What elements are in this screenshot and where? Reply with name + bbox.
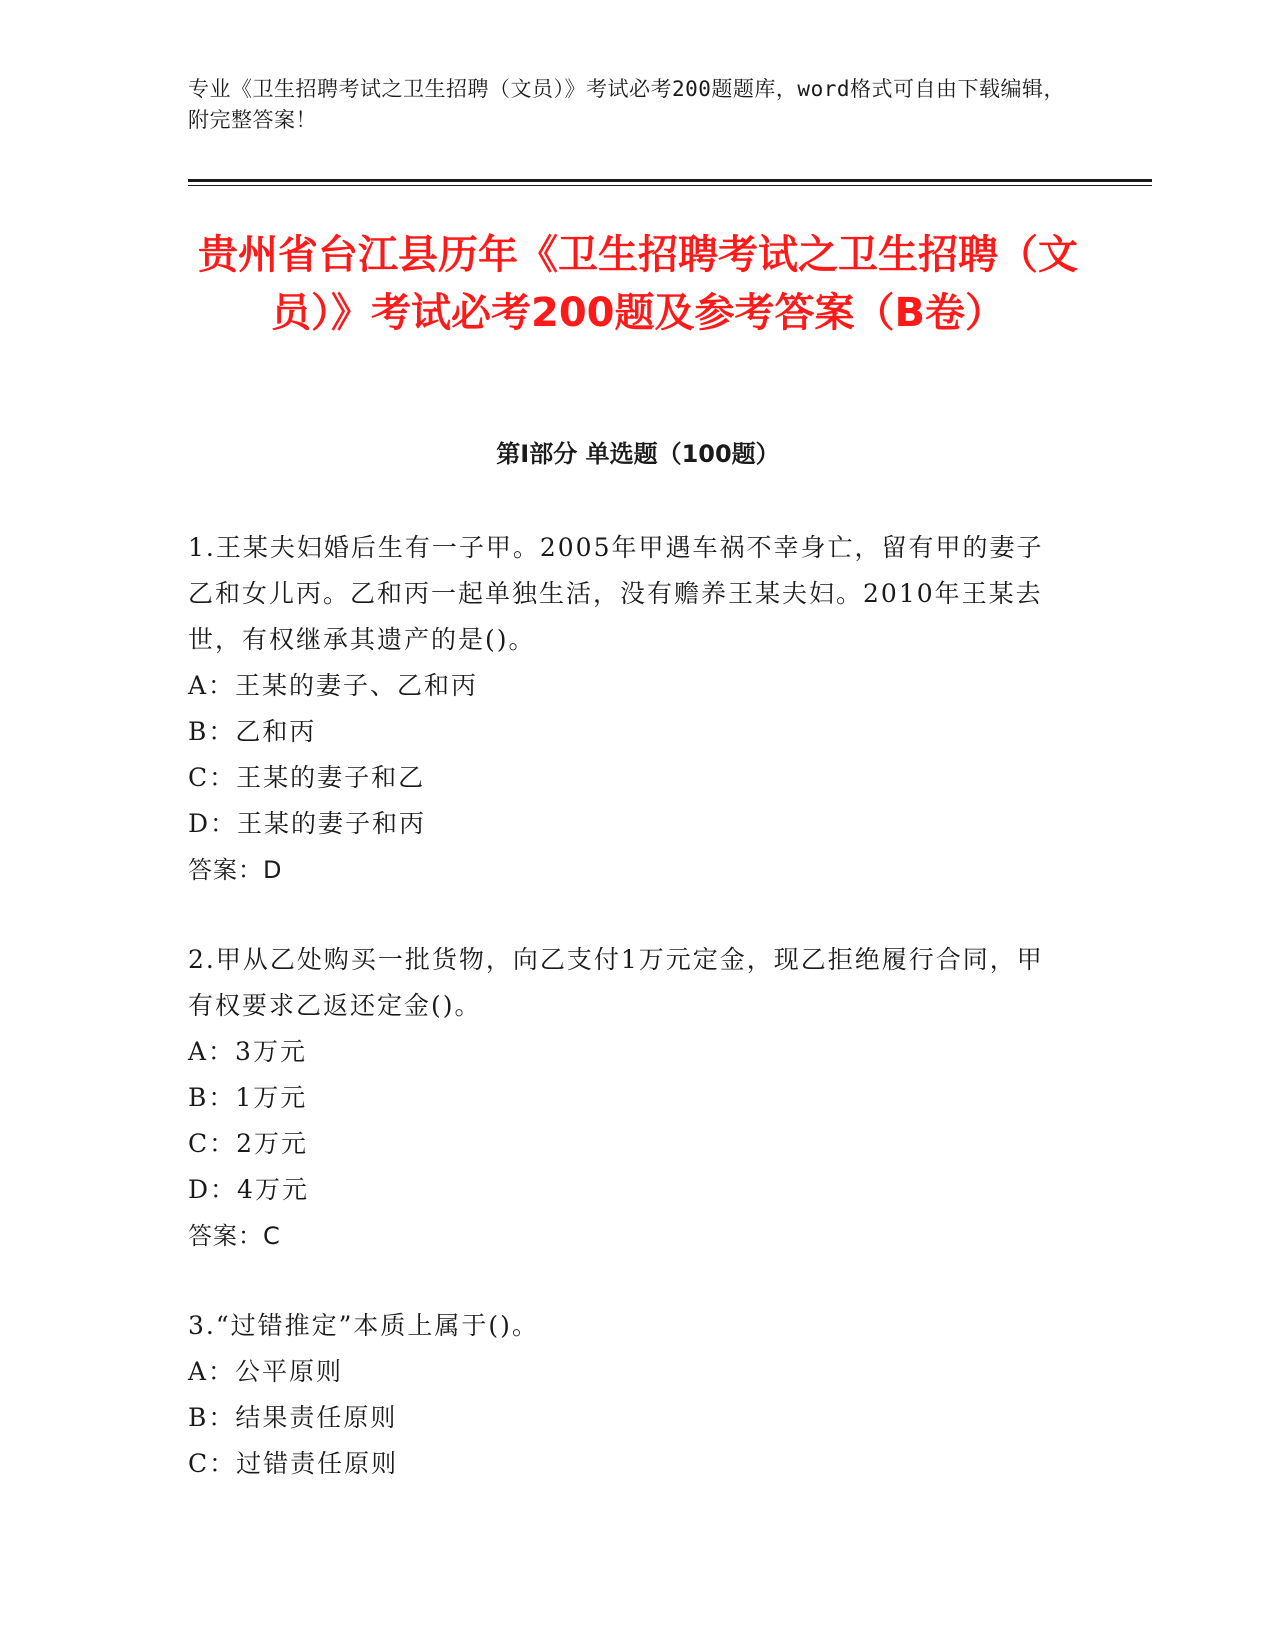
option-c: C：王某的妻子和乙 (188, 763, 426, 792)
question-stem: 1.王某夫妇婚后生有一子甲。2005年甲遇车祸不幸身亡，留有甲的妻子乙和女儿丙。乙和丙一起单独生活，没有赡养王某夫妇。2010年王某去世，有权继承其遗产的是()。 (188, 533, 1044, 654)
document-title: 贵州省台江县历年《卫生招聘考试之卫生招聘（文员）》考试必考200题及参考答案（B卷） (198, 232, 1078, 336)
header-note: 专业《卫生招聘考试之卫生招聘（文员）》考试必考200题题库，word格式可自由下载编辑，附完整答案！ (188, 77, 1065, 132)
answer: 答案：D (188, 856, 283, 884)
option-a: A：3万元 (188, 1037, 307, 1066)
option-c: C：过错责任原则 (188, 1449, 399, 1478)
question-stem: 2.甲从乙处购买一批货物，向乙支付1万元定金，现乙拒绝履行合同，甲有权要求乙返还定金()。 (188, 945, 1044, 1020)
option-b: B：乙和丙 (188, 717, 317, 746)
option-a: A：王某的妻子、乙和丙 (188, 671, 479, 700)
header-divider-thick (188, 179, 1152, 182)
answer: 答案：C (188, 1222, 281, 1250)
option-a: A：公平原则 (188, 1357, 344, 1386)
header-divider-thin (188, 185, 1152, 186)
option-c: C：2万元 (188, 1129, 309, 1158)
option-b: B：1万元 (188, 1083, 308, 1112)
question-3 (188, 1303, 1068, 1487)
question-list (188, 525, 1068, 1531)
section-heading: 第Ⅰ部分 单选题（100题） (496, 440, 780, 468)
option-d: D：4万元 (188, 1175, 309, 1204)
question-2 (188, 937, 1068, 1259)
question-stem: 3.“过错推定”本质上属于()。 (188, 1311, 539, 1340)
question-1 (188, 525, 1068, 893)
option-d: D：王某的妻子和丙 (188, 809, 427, 838)
option-b: B：结果责任原则 (188, 1403, 398, 1432)
